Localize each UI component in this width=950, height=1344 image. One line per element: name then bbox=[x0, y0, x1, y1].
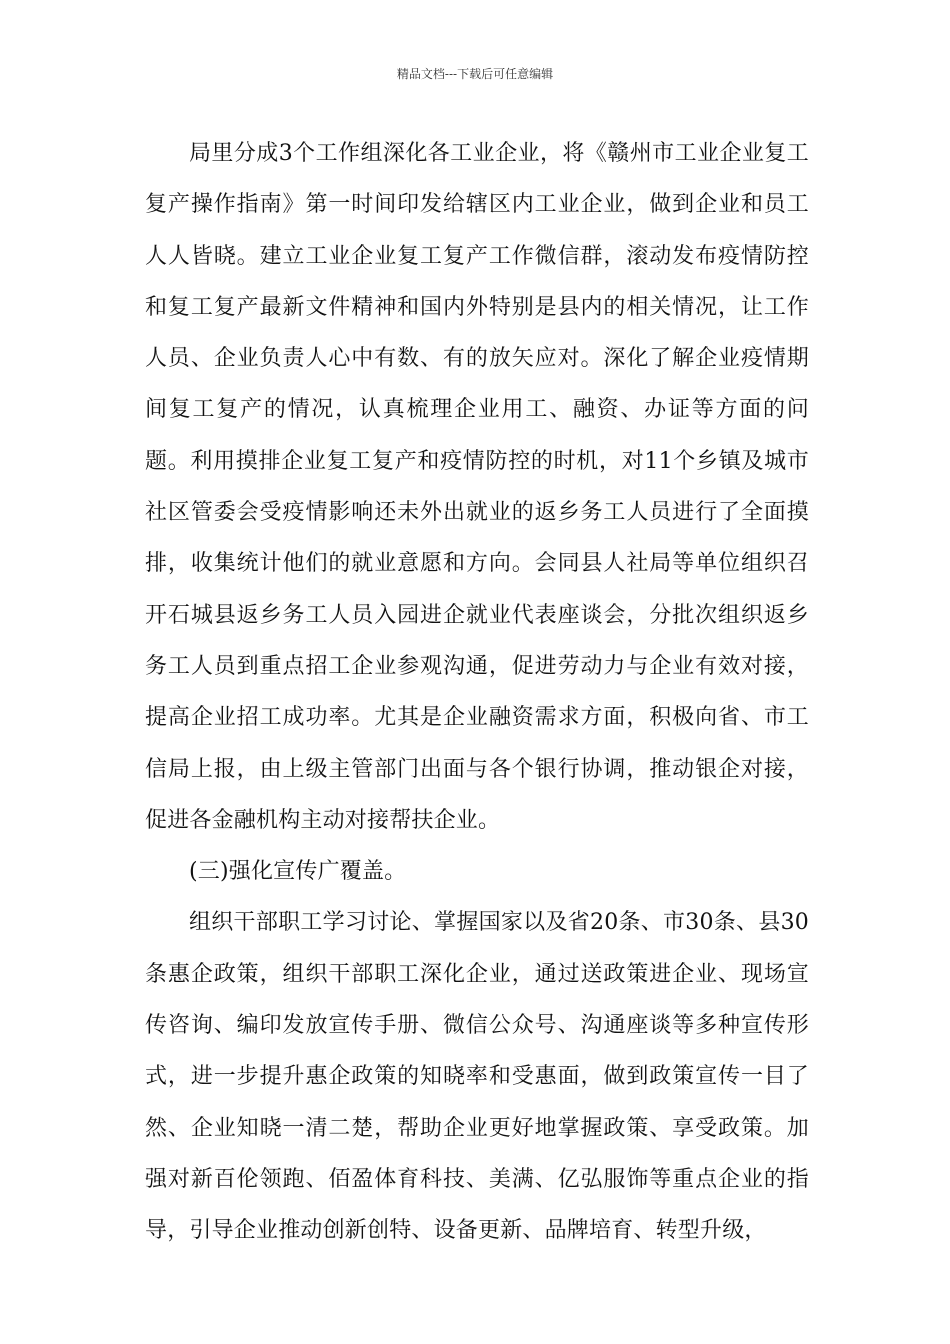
paragraph-policy-publicity: 组织干部职工学习讨论、掌握国家以及省20条、市30条、县30条惠企政策，组织干部职工深化企业，通过送政策进企业、现场宣传咨询、编印发放宣传手册、微信公众号、沟通座谈等多种宣传形式，进一步提升惠企政策的知晓率和受惠面，做到政策宣传一目了然、企业知晓一清二楚，帮助企业更好地掌握政策、享受政策。加强对新百伦领跑、佰盈体育科技、美满、亿弘服饰等重点企业的指导，引导企业推动创新创特、设备更新、品牌培育、转型升级， bbox=[145, 910, 809, 1244]
paragraph-work-groups: 局里分成3个工作组深化各工业企业，将《赣州市工业企业复工复产操作指南》第一时间印发给辖区内工业企业，做到企业和员工人人皆晓。建立工业企业复工复产工作微信群，滚动发布疫情防控和复工复产最新文件精神和国内外特别是县内的相关情况，让工作人员、企业负责人心中有数、有的放矢应对。深化了解企业疫情期间复工复产的情况，认真梳理企业用工、融资、办证等方面的问题。利用摸排企业复工复产和疫情防控的时机，对11个乡镇及城市社区管委会受疫情影响还未外出就业的返乡务工人员进行了全面摸排，收集统计他们的就业意愿和方向。会同县人社局等单位组织召开石城县返乡务工人员入园进企就业代表座谈会，分批次组织返乡务工人员到重点招工企业参观沟通，促进劳动力与企业有效对接，提高企业招工成功率。尤其是企业融资需求方面，积极向省、市工信局上报，由上级主管部门出面与各个银行协调，推动银企对接，促进各金融机构主动对接帮扶企业。 bbox=[145, 141, 809, 833]
section-heading-publicity: (三)强化宣传广覆盖。 bbox=[189, 859, 407, 885]
page-header: 精品文档---下载后可任意编辑 bbox=[396, 67, 554, 81]
document-body bbox=[145, 128, 809, 1257]
